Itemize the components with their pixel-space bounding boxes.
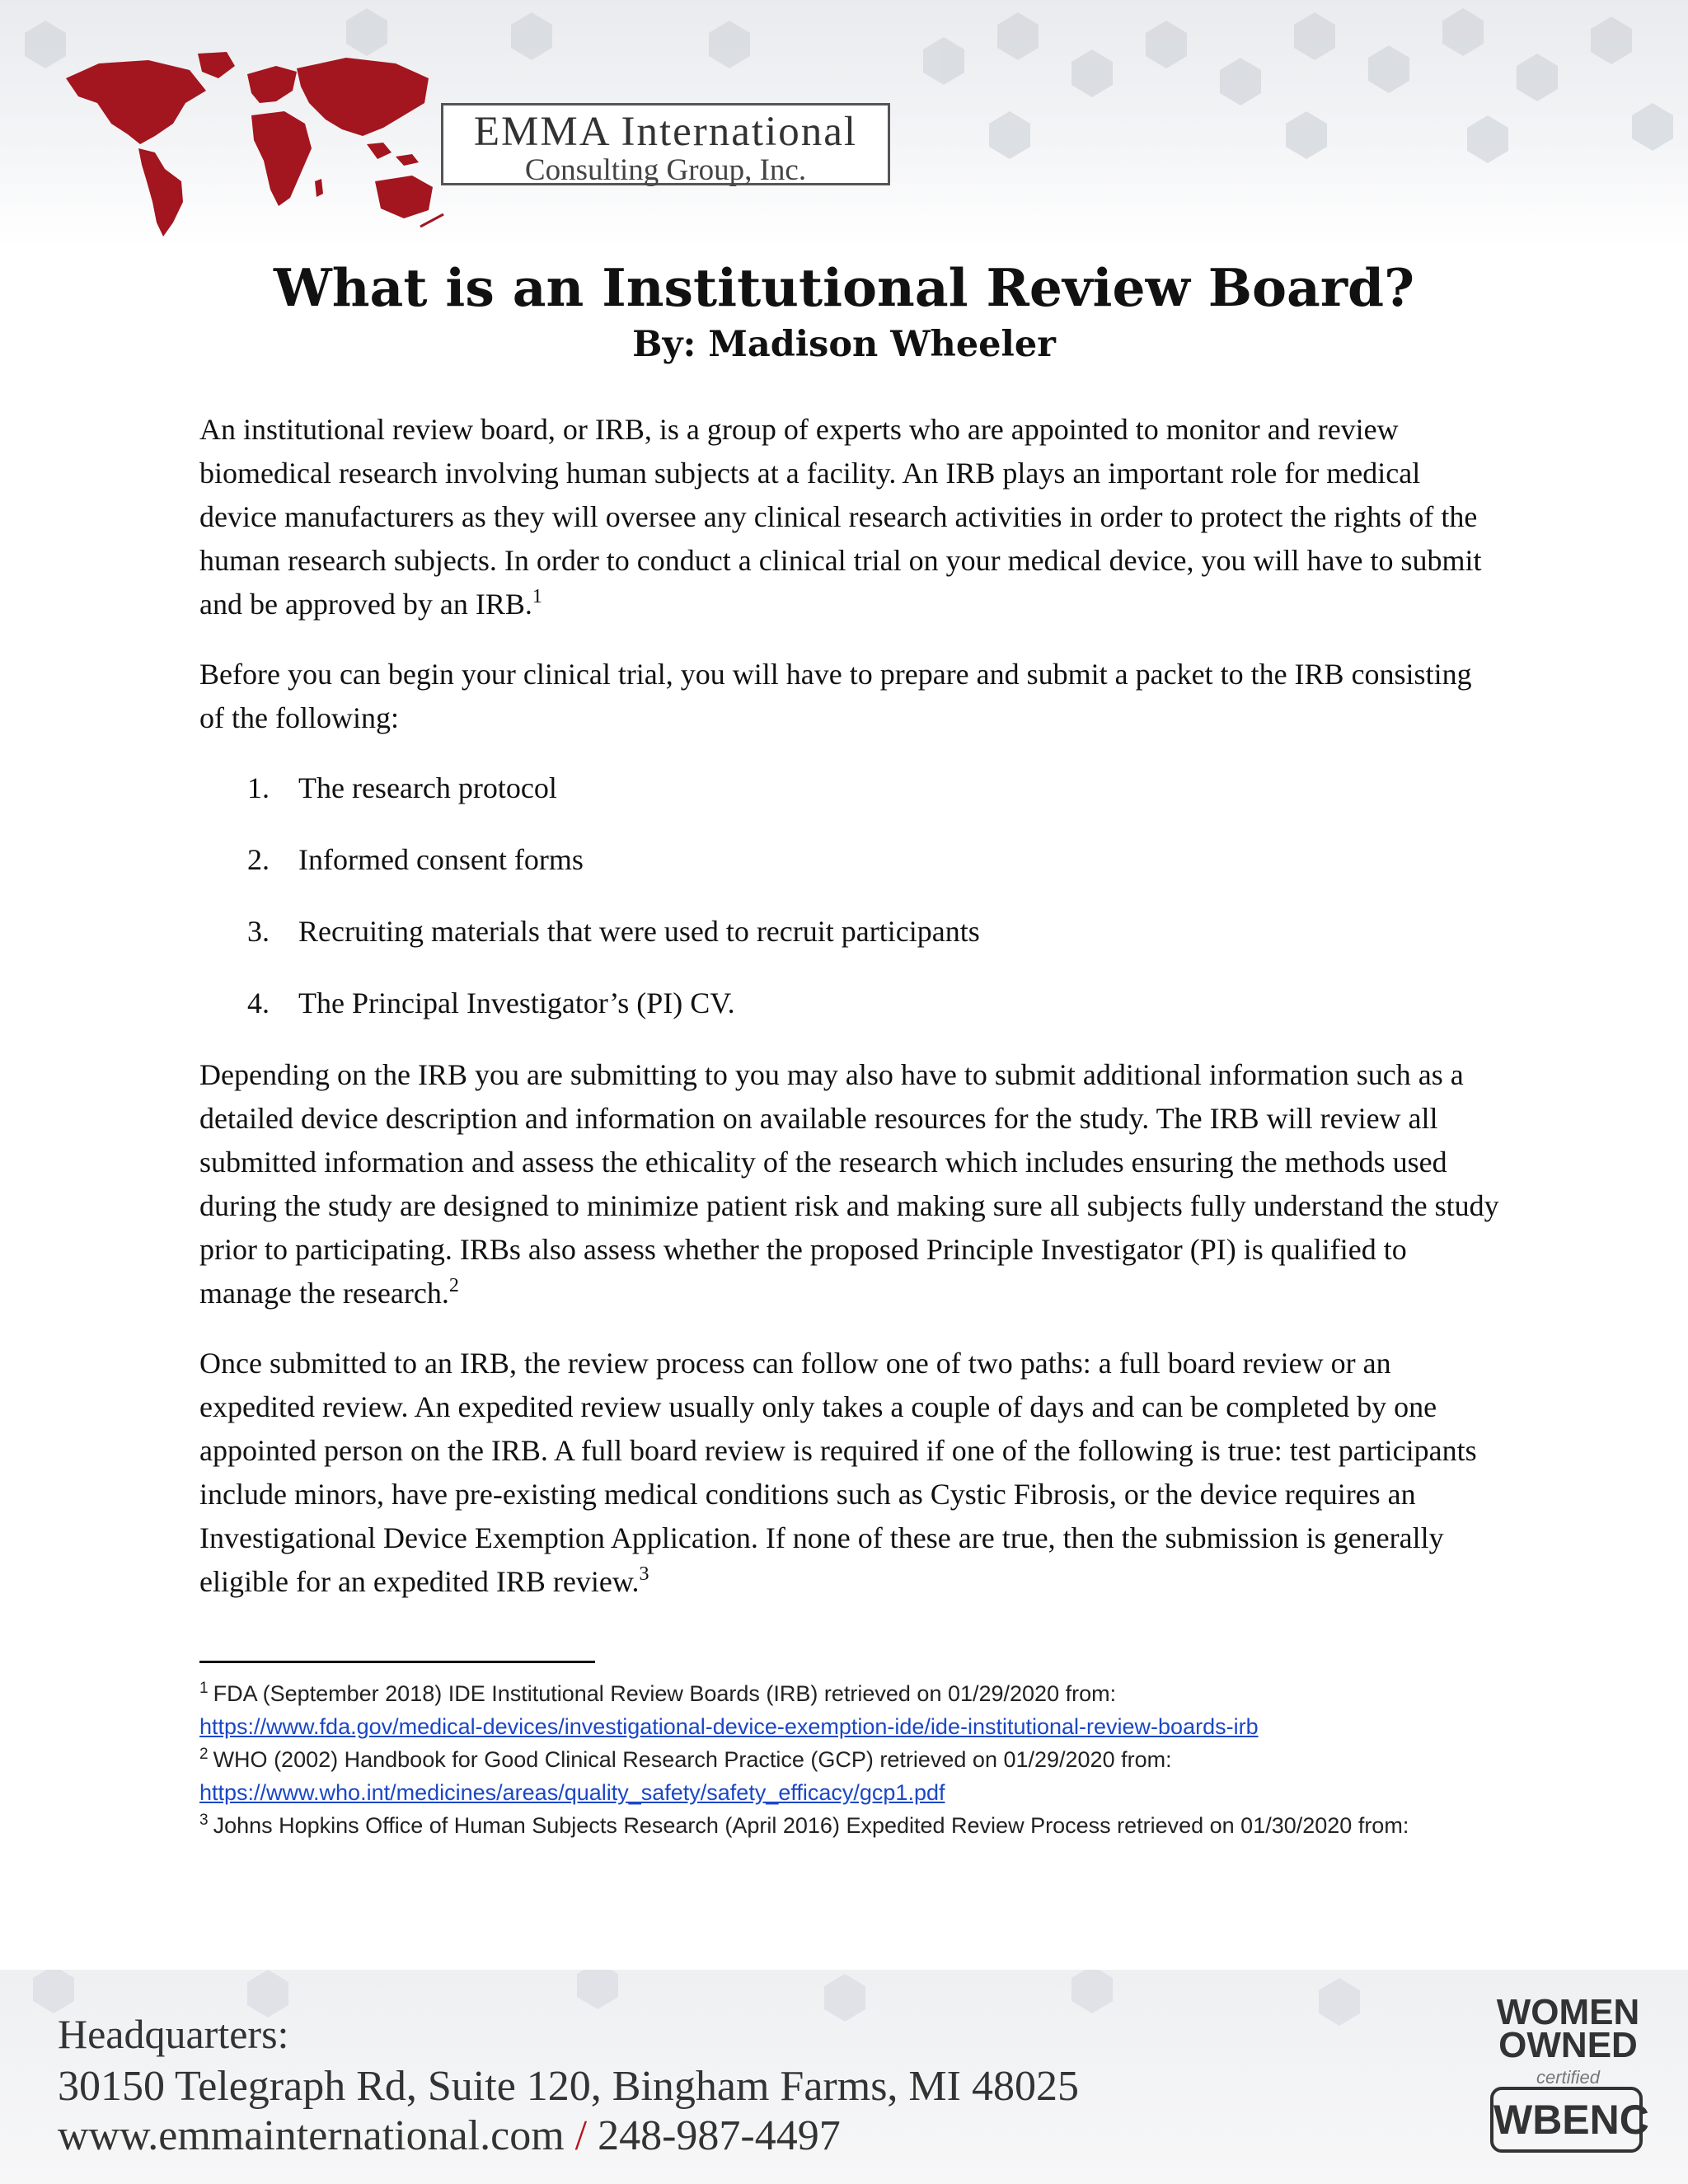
list-item-text: Informed consent forms	[298, 843, 584, 876]
paragraph-4-text: Once submitted to an IRB, the review process can follow one of two paths: a full board review or an expedited review. An expedited review usually only takes a couple of days and can be completed by one appointed person on the IRB. A full board review is required if one of the following is true: test participants include minors, have pre-existing medical conditions such as Cystic Fibrosis, or the device requires an Investigational Device Exemption Application. If none of these are true, then the submission is generally eligible for an expedited IRB review.	[199, 1347, 1477, 1598]
footnote-link[interactable]: https://www.fda.gov/medical-devices/investigational-device-exemption-ide/ide-institutional-review-boards-irb	[199, 1714, 1259, 1739]
footnote-ref-2[interactable]: 2	[448, 1275, 459, 1296]
badge-certified: certified	[1536, 2067, 1601, 2088]
footnote-item	[199, 1677, 1518, 1710]
paragraph-3	[199, 1053, 1502, 1315]
paragraph-1	[199, 408, 1502, 626]
footnote-number: 1	[199, 1680, 209, 1697]
footnote-text: Johns Hopkins Office of Human Subjects Research (April 2016) Expedited Review Process retrieved on 01/30/2020 from:	[213, 1813, 1409, 1838]
footnotes	[199, 1677, 1518, 1842]
paragraph-4	[199, 1342, 1502, 1604]
badge-line1: WOMEN	[1496, 1992, 1640, 2032]
paragraph-2: Before you can begin your clinical trial, you will have to prepare and submit a packet to the IRB consisting of the following:	[199, 658, 1472, 734]
company-subtitle: Consulting Group, Inc.	[524, 153, 807, 187]
footnote-number: 2	[199, 1746, 209, 1763]
byline: By: Madison Wheeler	[632, 324, 1056, 365]
contact-line	[58, 2111, 841, 2160]
list-item	[199, 838, 1502, 882]
list-item-text: The research protocol	[298, 771, 557, 804]
footnote-divider	[199, 1661, 595, 1663]
phone-number[interactable]: 248-987-4497	[598, 2112, 841, 2159]
footnote-number: 3	[199, 1811, 209, 1829]
badge-wbenc: WBENC	[1490, 2087, 1643, 2153]
list-item-number: 3.	[247, 915, 270, 948]
page-title: What is an Institutional Review Board?	[273, 257, 1414, 318]
company-logo-box	[441, 103, 890, 185]
headquarters-label: Headquarters:	[58, 2011, 289, 2057]
article-body	[199, 408, 1502, 1630]
list-item	[199, 766, 1502, 810]
paragraph-1-text: An institutional review board, or IRB, is a group of experts who are appointed to monitor and review biomedical research involving human subjects at a facility. An IRB plays an important role for medical device manufacturers as they will oversee any clinical research activities in order to protect the rights of the human research subjects. In order to conduct a clinical trial on your medical device, you will have to submit and be approved by an IRB.	[199, 413, 1482, 621]
list-item-number: 4.	[247, 987, 270, 1019]
list-item-number: 2.	[247, 843, 270, 876]
list-item	[199, 982, 1502, 1025]
world-map-logo	[49, 45, 445, 243]
footnote-ref-3[interactable]: 3	[639, 1563, 649, 1585]
separator: /	[574, 2112, 588, 2159]
paragraph-3-text: Depending on the IRB you are submitting to you may also have to submit additional information such as a detailed device description and information on available resources for the study. The IRB will review all submitted information and assess the ethicality of the research which includes ensuring the methods used during the study are designed to minimize patient risk and making sure all subjects fully understand the study prior to participating. IRBs also assess whether the proposed Principle Investigator (PI) is qualified to manage the research.	[199, 1058, 1499, 1310]
footnote-item	[199, 1743, 1518, 1776]
women-owned-badge	[1475, 1994, 1661, 2172]
footnote-ref-1[interactable]: 1	[532, 586, 542, 607]
submission-list	[199, 766, 1502, 1025]
footnote-link[interactable]: https://www.who.int/medicines/areas/quality_safety/safety_efficacy/gcp1.pdf	[199, 1780, 945, 1805]
list-item-text: Recruiting materials that were used to recruit participants	[298, 915, 980, 948]
address: 30150 Telegraph Rd, Suite 120, Bingham Farms, MI 48025	[58, 2063, 1079, 2110]
badge-line2: OWNED	[1498, 2025, 1638, 2065]
website-link[interactable]: www.emmainternational.com	[58, 2112, 565, 2159]
footnote-text: FDA (September 2018) IDE Institutional Review Boards (IRB) retrieved on 01/29/2020 from:	[213, 1681, 1117, 1706]
list-item-text: The Principal Investigator’s (PI) CV.	[298, 987, 735, 1019]
footnote-item	[199, 1809, 1518, 1842]
footnote-text: WHO (2002) Handbook for Good Clinical Research Practice (GCP) retrieved on 01/29/2020 from:	[213, 1747, 1172, 1772]
company-name: EMMA International	[473, 109, 858, 155]
list-item-number: 1.	[247, 771, 270, 804]
list-item	[199, 910, 1502, 954]
